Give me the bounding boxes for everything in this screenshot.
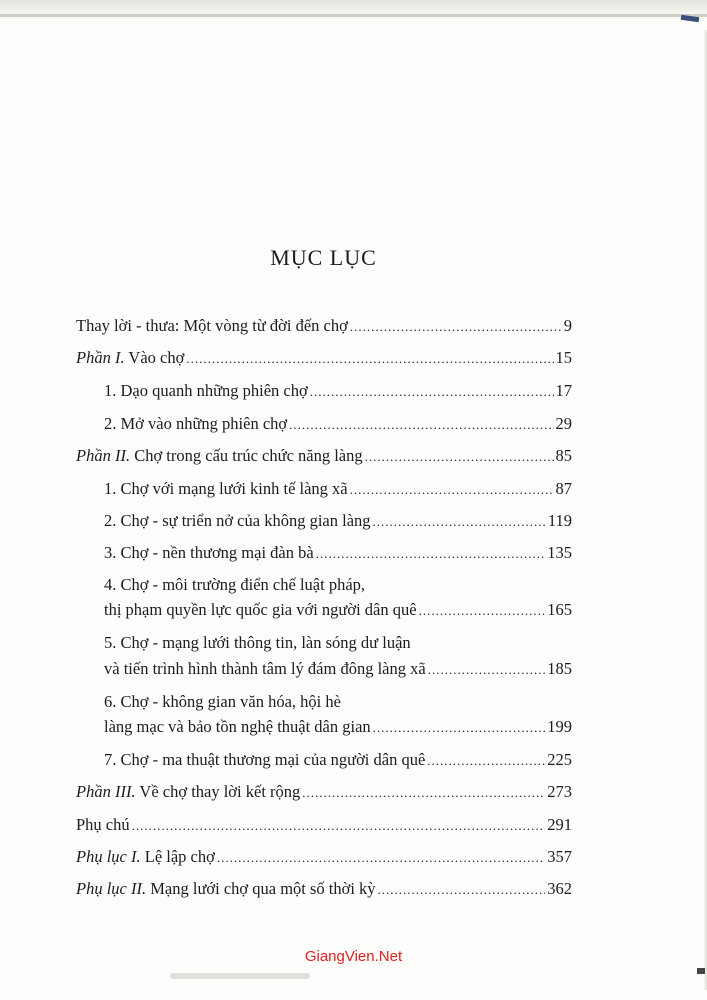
toc-entry-text: Về chợ thay lời kết rộng <box>135 782 301 801</box>
toc-entry <box>104 659 572 680</box>
toc-leader-dots <box>373 512 546 532</box>
toc-entry-page: 225 <box>547 750 572 769</box>
toc-entry-page: 357 <box>547 847 572 866</box>
toc-entry-text: 1. Dạo quanh những phiên chợ <box>104 381 308 400</box>
toc-entry-prefix: Phần II. <box>76 446 131 465</box>
toc-entry-prefix: Phụ lục I. <box>76 847 141 866</box>
toc-entry-text: và tiến trình hình thành tâm lý đám đông làng xã <box>104 659 426 678</box>
toc-entry-prefix: Phần III. <box>76 782 136 801</box>
toc-entry-text: Thay lời - thưa: Một vòng từ đời đến chợ <box>76 316 348 335</box>
toc-entry-text: 3. Chợ - nền thương mại đàn bà <box>104 543 314 562</box>
toc-entry-page: 119 <box>547 511 572 530</box>
toc-leader-dots <box>378 880 546 900</box>
page-title: MỤC LỤC <box>270 245 377 270</box>
toc-leader-dots <box>316 544 546 564</box>
toc-leader-dots <box>310 382 554 402</box>
toc-entry-label <box>76 446 363 466</box>
toc-leader-dots <box>428 660 546 680</box>
toc-entry-label <box>76 348 184 368</box>
toc-entry <box>104 750 572 771</box>
toc-entry <box>104 414 572 435</box>
toc-entry-label <box>76 847 215 867</box>
toc-entry-text: Lệ lập chợ <box>140 847 215 866</box>
toc-entry <box>104 381 572 402</box>
toc-entry-first-line: 4. Chợ - môi trường điển chế luật pháp, <box>104 575 366 594</box>
toc-entry <box>76 847 572 868</box>
toc-entry-page: 273 <box>547 782 572 801</box>
toc-entry <box>104 600 572 621</box>
page-bottom-corner-mark <box>697 968 705 974</box>
toc-entry-label <box>104 750 425 770</box>
toc-leader-dots <box>302 783 545 803</box>
watermark: GiangVien.Net <box>304 948 403 965</box>
toc-entry-text: 2. Chợ - sự triển nở của không gian làng <box>104 511 371 530</box>
toc-entry-label <box>104 543 314 563</box>
toc-entry-text: Phụ chú <box>76 815 130 834</box>
toc-leader-dots <box>289 415 553 435</box>
toc-entry-page: 15 <box>555 348 572 367</box>
toc-leader-dots <box>365 447 554 467</box>
toc-entry <box>76 782 572 803</box>
toc-entry-page: 85 <box>555 446 572 465</box>
toc-entry-first-line: 5. Chợ - mạng lưới thông tin, làn sóng dư luận <box>104 633 411 652</box>
toc-entry <box>76 446 572 467</box>
toc-entry <box>76 879 572 900</box>
toc-entry <box>104 511 572 532</box>
toc-entry-label <box>76 879 376 899</box>
toc-leader-dots <box>419 601 546 621</box>
toc-entry-label <box>104 414 287 434</box>
toc-entry-text: 1. Chợ với mạng lưới kinh tế làng xã <box>104 479 348 498</box>
toc-entry <box>76 316 572 337</box>
toc-entry-prefix: Phần I. <box>76 348 125 367</box>
page-top-edge-line <box>0 14 707 17</box>
toc-entry-text: làng mạc và bảo tồn nghệ thuật dân gian <box>104 717 371 736</box>
toc-entry <box>104 479 572 500</box>
toc-entry <box>76 348 572 369</box>
toc-leader-dots <box>350 317 562 337</box>
toc-entry-page: 199 <box>547 717 572 736</box>
toc-entry-text: 7. Chợ - ma thuật thương mại của người dân quê <box>104 750 426 769</box>
toc-leader-dots <box>132 816 546 836</box>
toc-leader-dots <box>186 349 553 369</box>
toc-entry-page: 362 <box>547 879 572 898</box>
toc-entry <box>104 717 572 738</box>
toc-entry-label <box>104 511 371 531</box>
toc-entry-page: 29 <box>555 414 572 433</box>
toc-leader-dots <box>427 751 545 771</box>
toc-leader-dots <box>350 480 554 500</box>
toc-entry-first-line: 6. Chợ - không gian văn hóa, hội hè <box>104 692 341 711</box>
toc-leader-dots <box>217 848 545 868</box>
toc-entry-page: 87 <box>555 479 572 498</box>
toc-entry-prefix: Phụ lục II. <box>76 879 147 898</box>
toc-entry-text: Chợ trong cấu trúc chức năng làng <box>130 446 363 465</box>
toc-entry-text: 2. Mở vào những phiên chợ <box>104 414 288 433</box>
toc-entry-label <box>76 782 300 802</box>
toc-entry-label <box>104 479 348 499</box>
toc-leader-dots <box>373 718 546 738</box>
toc-entry-page: 9 <box>563 316 572 335</box>
toc-entry-label <box>104 659 426 679</box>
toc-entry-text: thị phạm quyền lực quốc gia với người dân quê <box>104 600 417 619</box>
toc-entry-page: 17 <box>555 381 572 400</box>
toc-entry <box>76 815 572 836</box>
toc-entry-page: 165 <box>547 600 572 619</box>
toc-entry-label <box>104 600 417 620</box>
toc-entry-text: Vào chợ <box>124 348 185 367</box>
toc-entry <box>104 543 572 564</box>
page-top-edge <box>0 0 707 22</box>
page-bottom-smudge <box>170 973 310 979</box>
toc-entry-label <box>76 316 348 336</box>
toc-entry-label <box>104 717 371 737</box>
toc-entry-label <box>76 815 130 835</box>
toc-entry-page: 135 <box>547 543 572 562</box>
toc-entry-text: Mạng lưới chợ qua một số thời kỳ <box>146 879 376 898</box>
toc-entry-label <box>104 381 308 401</box>
toc-entry-page: 185 <box>547 659 572 678</box>
toc-entry-page: 291 <box>547 815 572 834</box>
